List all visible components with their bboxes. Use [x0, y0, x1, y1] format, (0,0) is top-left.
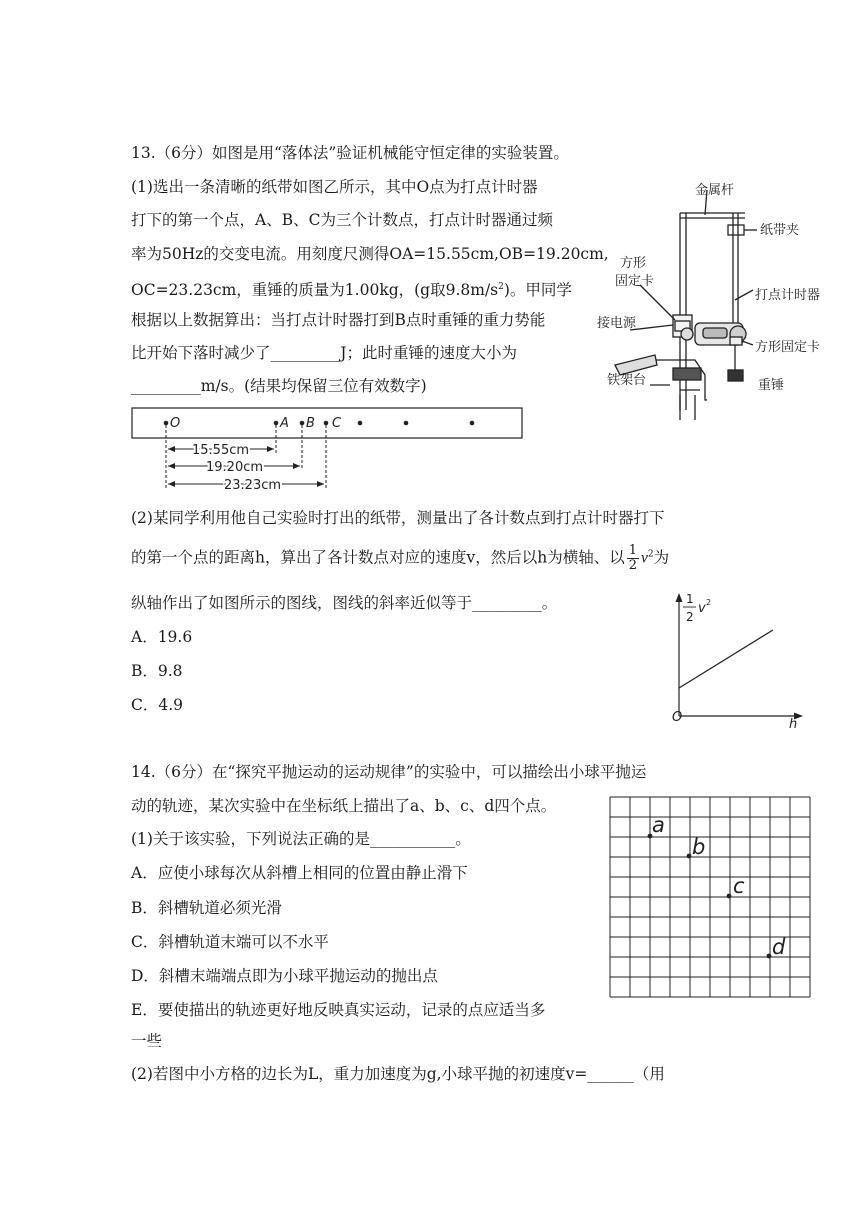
tape-label-b: B [306, 416, 315, 431]
point-d [767, 954, 772, 959]
label-a: a [652, 813, 665, 837]
y-label-num: 1 [686, 592, 694, 606]
tape-label-a: A [280, 416, 289, 431]
option-b: B．9.8 [131, 662, 183, 680]
tape-dim-oc: 23.23cm [224, 478, 282, 493]
label-rod: 金属杆 [695, 183, 735, 198]
q13-line-6: 比开始下落时减少了_________J；此时重锤的速度大小为 [131, 344, 517, 362]
origin-label: O [672, 710, 683, 725]
tape-dot [470, 421, 475, 426]
q13-part2-line-1: (2)某同学利用他自己实验时打出的纸带，测量出了各计数点到打点计时器打下 [131, 509, 665, 527]
q13-line-3: 率为50Hz的交变电流。用刻度尺测得OA=15.55cm,OB=19.20cm, [131, 245, 609, 263]
q14-option-d: D．斜槽末端端点即为小球平抛运动的抛出点 [131, 967, 438, 985]
label-card-right: 方形固定卡 [755, 340, 821, 355]
y-label-den: 2 [686, 610, 694, 624]
q13-line-5: 根据以上数据算出：当打点计时器打到B点时重锤的重力势能 [131, 311, 546, 329]
y-label-var: v [698, 601, 706, 616]
q13-line-7: _________m/s。(结果均保留三位有效数字) [131, 377, 427, 395]
label-card-left-2: 固定卡 [615, 274, 655, 289]
apparatus-figure [595, 175, 840, 430]
tape-dot-b [300, 421, 305, 426]
tape-dot-o [164, 421, 169, 426]
q13-title: 13.（6分）如图是用“落体法”验证机械能守恒定律的实验装置。 [131, 144, 569, 162]
point-c [727, 894, 732, 899]
label-weight: 重锤 [758, 378, 785, 393]
option-a: A．19.6 [131, 628, 193, 646]
tape-dim-ob: 19.20cm [206, 460, 264, 475]
label-clip: 纸带夹 [760, 223, 800, 238]
q14-title-1: 14.（6分）在“探究平抛运动的运动规律”的实验中，可以描绘出小球平抛运 [131, 763, 647, 781]
point-b [687, 854, 692, 859]
q14-option-a: A．应使小球每次从斜槽上相同的位置由静止滑下 [131, 864, 468, 882]
label-stand: 铁架台 [607, 373, 647, 388]
y-label-sup: 2 [706, 598, 712, 607]
tape-dot-a [274, 421, 279, 426]
q13-line-1: (1)选出一条清晰的纸带如图乙所示，其中O点为打点计时器 [131, 178, 538, 196]
label-b: b [692, 835, 706, 859]
paper-tape-figure [128, 405, 528, 495]
q14-option-c: C．斜槽轨道末端可以不水平 [131, 933, 329, 951]
label-power: 接电源 [597, 316, 637, 331]
tape-dot [404, 421, 409, 426]
q14-title-2: 动的轨迹，某次实验中在坐标纸上描出了a、b、c、d四个点。 [131, 797, 557, 815]
tape-dot [358, 421, 363, 426]
graph-line [679, 630, 773, 688]
q14-part2: (2)若图中小方格的边长为L，重力加速度为g,小球平抛的初速度v=______（用 [131, 1065, 665, 1083]
label-timer: 打点计时器 [755, 288, 821, 303]
label-d: d [772, 935, 786, 959]
q13-line-4: OC=23.23cm，重锤的质量为1.00kg，(g取$9.8m/s^2$)。甲同学 [131, 281, 572, 300]
q13-part2-line-3: 纵轴作出了如图所示的图线，图线的斜率近似等于_________。 [131, 594, 558, 612]
tape-dim-oa: 15.55cm [192, 443, 250, 458]
label-c: c [733, 874, 745, 898]
label-card-left-1: 方形 [620, 256, 647, 271]
q13-part2-line-2: 的第一个点的距离h，算出了各计数点对应的速度v，然后以h为横轴、以 $\frac{1}{2}$ $v^2$为 [131, 543, 670, 573]
trajectory-grid [608, 795, 813, 1000]
tape-dot-c [324, 421, 329, 426]
tape-label-c: C [332, 416, 342, 431]
option-c: C．4.9 [131, 696, 184, 714]
q14-option-b: B．斜槽轨道必须光滑 [131, 899, 282, 917]
q13-line-2: 打下的第一个点，A、B、C为三个计数点，打点计时器通过频 [131, 211, 553, 229]
tape-label-o: O [170, 416, 181, 431]
q14-option-e-cont: 一些 [131, 1032, 163, 1050]
q14-option-e: E．要使描出的轨迹更好地反映真实运动，记录的点应适当多 [131, 1001, 546, 1019]
q14-part1: (1)关于该实验，下列说法正确的是___________。 [131, 830, 471, 848]
energy-graph [665, 588, 815, 733]
x-label: h [789, 717, 798, 732]
half-fraction: $\frac{1}{2}$ [628, 543, 638, 573]
